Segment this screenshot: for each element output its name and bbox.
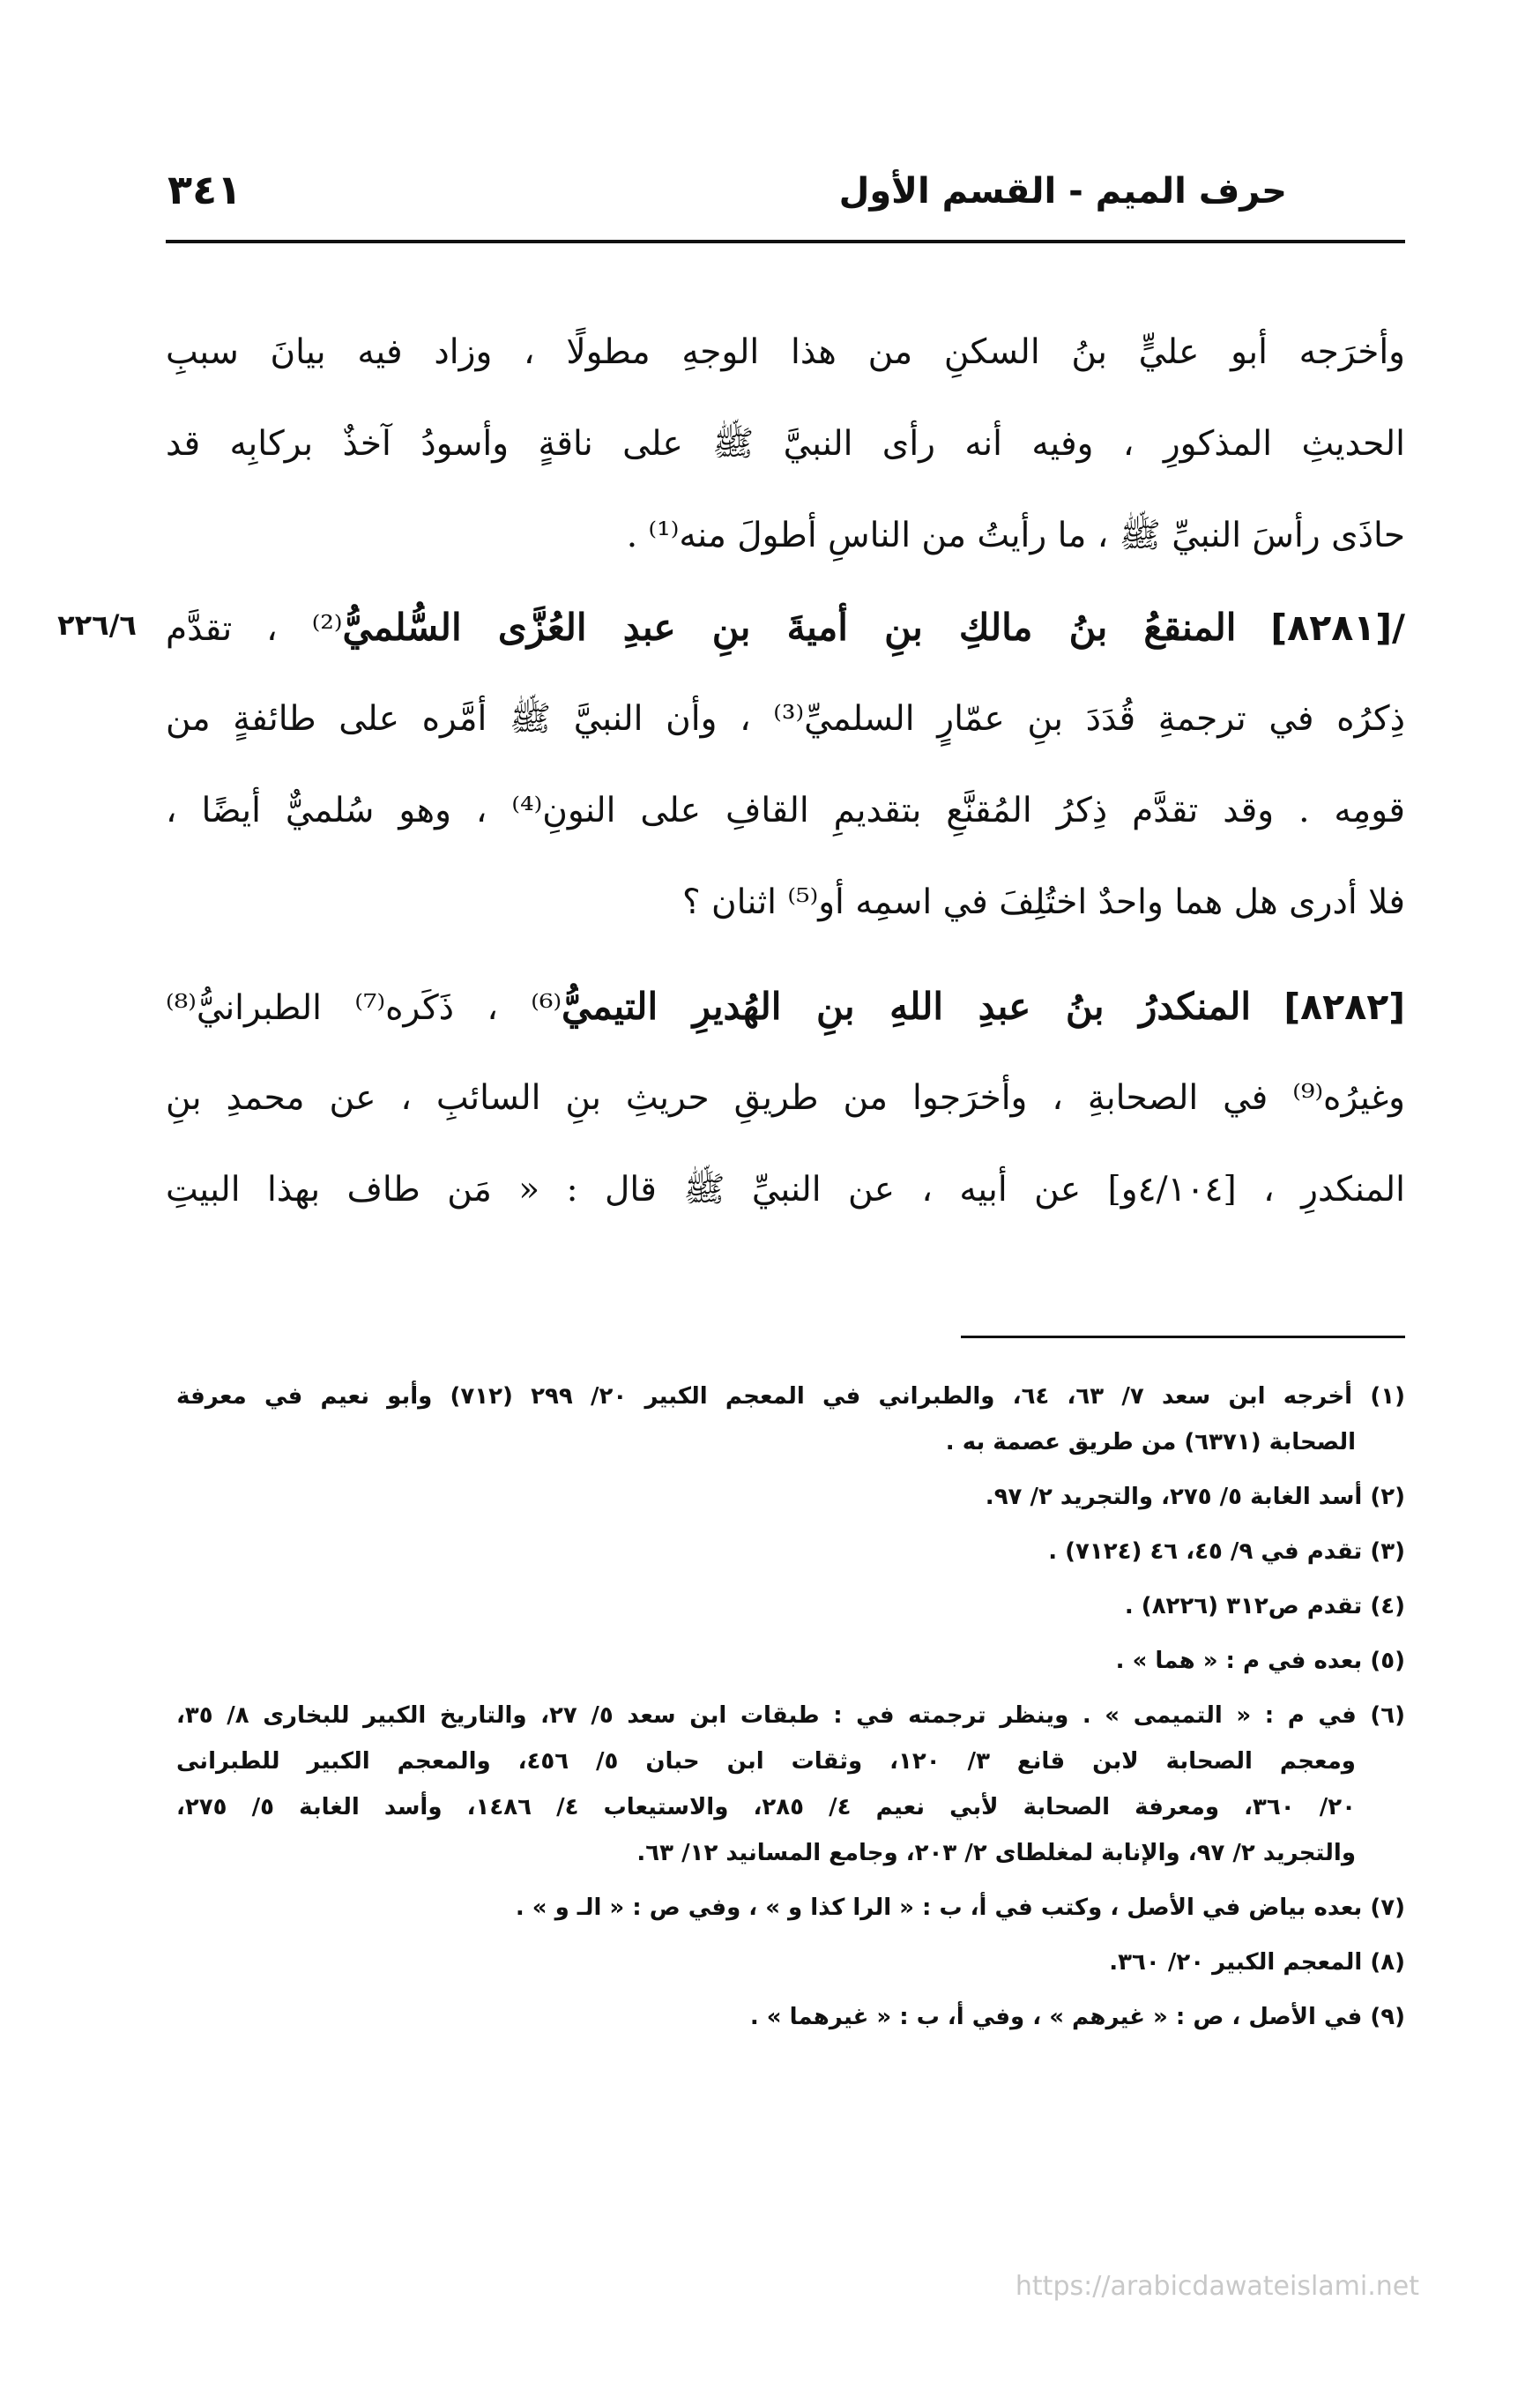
entry-number: [٨٢٨٢] bbox=[1283, 986, 1405, 1028]
footnote-8: (٨) المعجم الكبير ٢٠/ ٣٦٠. bbox=[1109, 1949, 1405, 1976]
entry-name: المنقعُ بنُ مالكِ بنِ أميةَ بنِ عبدِ العُزَّى السُّلميُّ bbox=[342, 606, 1237, 649]
source-watermark: https://arabicdawateislami.net bbox=[1015, 2271, 1419, 2302]
footnote-1: (١) أخرجه ابن سعد ٧/ ٦٣، ٦٤، والطبراني في المعجم الكبير ٢٠/ ٢٩٩ (٧١٢) وأبو نعيم في معرفة bbox=[176, 1383, 1405, 1410]
footnote-7: (٧) بعده بياض في الأصل ، وكتب في أ، ب : « الرا كذا و » ، وفي ص : « الـ و » . bbox=[515, 1895, 1405, 1921]
footnote-5: (٥) بعده في م : « هما » . bbox=[1115, 1648, 1405, 1674]
footnote-rule bbox=[961, 1336, 1405, 1338]
page-number: ٣٤١ bbox=[167, 166, 242, 213]
body-line: وأخرَجه أبو عليٍّ بنُ السكنِ من هذا الوجهِ مطولًا ، وزاد فيه بيانَ سببِ bbox=[166, 332, 1405, 372]
body-line: المنكدرِ ، [٤/١٠٤و] عن أبيه ، عن النبيِّ ﷺ قال : « مَن طاف بهذا البيتِ bbox=[166, 1170, 1405, 1210]
entry-number: /[٨٢٨١] bbox=[1270, 607, 1405, 649]
entry-8282-heading bbox=[166, 961, 1405, 1053]
body-line: وغيرُه⁽⁹⁾ في الصحابةِ ، وأخرَجوا من طريقِ حريثِ بنِ السائبِ ، عن محمدِ بنِ bbox=[166, 1078, 1405, 1118]
footnote-6-cont: ومعجم الصحابة لابن قانع ٣/ ١٢٠، وثقات ابن حبان ٥/ ٤٥٦، والمعجم الكبير للطبرانى bbox=[176, 1748, 1356, 1775]
body-line: فلا أدرى هل هما واحدٌ اختُلِفَ في اسمِه أو⁽⁵⁾ اثنان ؟ bbox=[681, 882, 1405, 922]
body-line: حاذَى رأسَ النبيِّ ﷺ ، ما رأيتُ من الناسِ أطولَ منه⁽¹⁾ . bbox=[626, 516, 1405, 555]
entry-heading-rest: ⁽²⁾ ، تقدَّم bbox=[166, 609, 343, 649]
header-rule bbox=[166, 240, 1405, 243]
entry-heading-rest: ⁽⁶⁾ ، ذَكَره⁽⁷⁾ الطبرانيُّ⁽⁸⁾ bbox=[166, 988, 562, 1028]
main-text bbox=[166, 307, 1405, 1236]
footnote-6: (٦) في م : « التميمى » . وينظر ترجمته في : طبقات ابن سعد ٥/ ٢٧، والتاريخ الكبير للبخارى ٨/ ٣٥، bbox=[176, 1702, 1405, 1729]
footnotes bbox=[176, 1365, 1405, 2040]
footnote-4: (٤) تقدم ص٣١٢ (٨٢٢٦) . bbox=[1124, 1593, 1405, 1619]
footnote-1-cont: الصحابة (٦٣٧١) من طريق عصمة به . bbox=[945, 1429, 1356, 1455]
body-line: الحديثِ المذكورِ ، وفيه أنه رأى النبيَّ ﷺ على ناقةٍ وأسودُ آخذٌ بركابِه قد bbox=[166, 424, 1405, 464]
footnote-2: (٢) أسد الغابة ٥/ ٢٧٥، والتجريد ٢/ ٩٧. bbox=[985, 1484, 1405, 1510]
footnote-6-cont: والتجريد ٢/ ٩٧، والإنابة لمغلطاى ٢/ ٢٠٣، وجامع المسانيد ١٢/ ٦٣. bbox=[636, 1840, 1356, 1866]
running-title: حرف الميم - القسم الأول bbox=[838, 171, 1287, 212]
body-line: قومِه . وقد تقدَّم ذِكرُ المُقنَّعِ بتقديمِ القافِ على النونِ⁽⁴⁾ ، وهو سُلميٌّ أيضًا ، bbox=[166, 791, 1405, 830]
footnote-6-cont: ٢٠/ ٣٦٠، ومعرفة الصحابة لأبي نعيم ٤/ ٢٨٥، والاستيعاب ٤/ ١٤٨٦، وأسد الغابة ٥/ ٢٧٥، bbox=[176, 1794, 1356, 1820]
margin-volume-reference: ٢٢٦/٦ bbox=[57, 608, 137, 642]
entry-name: المنكدرُ بنُ عبدِ اللهِ بنِ الهُديرِ التيميُّ bbox=[562, 985, 1252, 1028]
footnote-9: (٩) في الأصل ، ص : « غيرهم » ، وفي أ، ب : « غيرهما » . bbox=[749, 2004, 1405, 2030]
entry-8281-heading bbox=[166, 582, 1405, 674]
footnote-3: (٣) تقدم في ٩/ ٤٥، ٤٦ (٧١٢٤) . bbox=[1048, 1538, 1405, 1565]
body-line: ذِكرُه في ترجمةِ قُدَدَ بنِ عمّارٍ السلميِّ⁽³⁾ ، وأن النبيَّ ﷺ أمَّره على طائفةٍ من bbox=[166, 699, 1405, 739]
